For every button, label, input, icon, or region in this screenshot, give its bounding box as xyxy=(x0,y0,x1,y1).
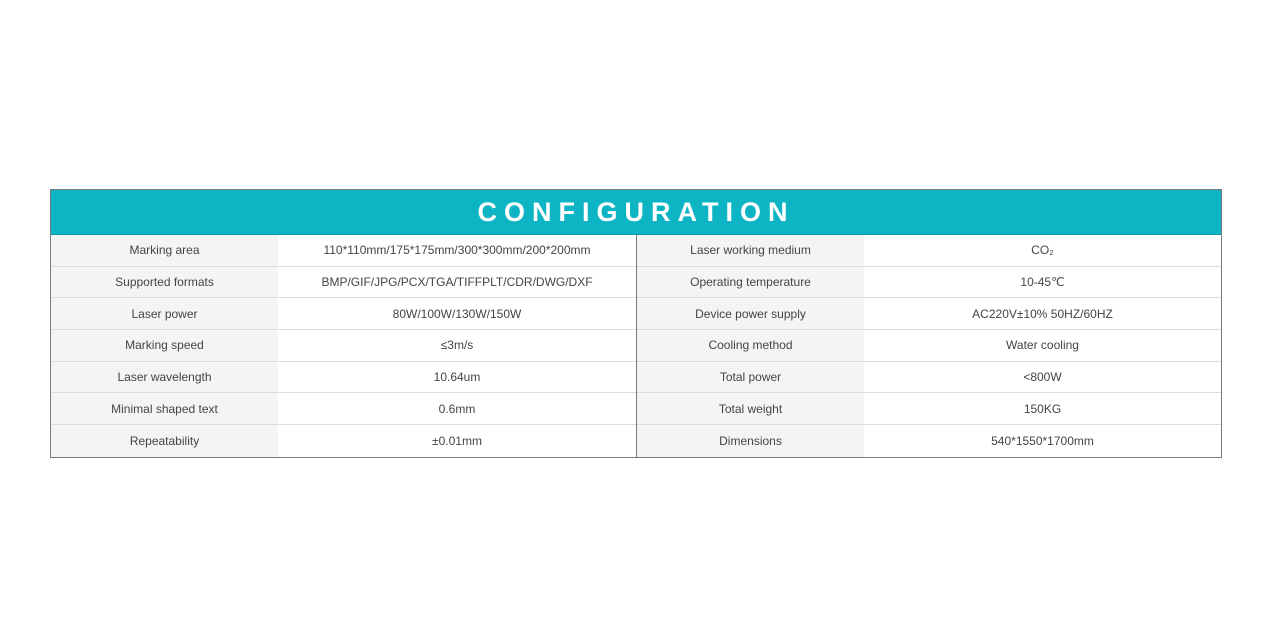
row-value: CO₂ xyxy=(864,235,1221,266)
row-value: 540*1550*1700mm xyxy=(864,425,1221,457)
row-label: Total power xyxy=(637,362,864,393)
row-value: <800W xyxy=(864,362,1221,393)
row-label: Device power supply xyxy=(637,298,864,329)
row-label: Laser wavelength xyxy=(51,362,278,393)
table-row xyxy=(637,330,1221,362)
row-label: Supported formats xyxy=(51,267,278,298)
table-row xyxy=(51,425,636,457)
table-row xyxy=(637,267,1221,299)
row-value: 150KG xyxy=(864,393,1221,424)
table-row xyxy=(51,298,636,330)
table-body xyxy=(51,235,1221,457)
row-value: 10-45℃ xyxy=(864,267,1221,298)
row-label: Total weight xyxy=(637,393,864,424)
table-row xyxy=(637,393,1221,425)
row-value: 110*110mm/175*175mm/300*300mm/200*200mm xyxy=(278,235,636,266)
row-value: 80W/100W/130W/150W xyxy=(278,298,636,329)
row-value: ±0.01mm xyxy=(278,425,636,457)
table-row xyxy=(637,425,1221,457)
row-label: Marking area xyxy=(51,235,278,266)
left-column xyxy=(51,235,637,457)
row-value: AC220V±10% 50HZ/60HZ xyxy=(864,298,1221,329)
row-label: Cooling method xyxy=(637,330,864,361)
right-column xyxy=(637,235,1221,457)
table-row xyxy=(51,235,636,267)
row-label: Minimal shaped text xyxy=(51,393,278,424)
row-label: Laser power xyxy=(51,298,278,329)
table-row xyxy=(51,330,636,362)
table-title: CONFIGURATION xyxy=(51,190,1221,235)
table-row xyxy=(637,362,1221,394)
table-row xyxy=(637,298,1221,330)
row-value: 0.6mm xyxy=(278,393,636,424)
row-label: Repeatability xyxy=(51,425,278,457)
table-row xyxy=(51,393,636,425)
row-value: BMP/GIF/JPG/PCX/TGA/TIFFPLT/CDR/DWG/DXF xyxy=(278,267,636,298)
table-row xyxy=(51,267,636,299)
row-value: 10.64um xyxy=(278,362,636,393)
table-row xyxy=(51,362,636,394)
row-value: Water cooling xyxy=(864,330,1221,361)
table-row xyxy=(637,235,1221,267)
row-value: ≤3m/s xyxy=(278,330,636,361)
configuration-table xyxy=(50,189,1222,458)
row-label: Laser working medium xyxy=(637,235,864,266)
row-label: Marking speed xyxy=(51,330,278,361)
row-label: Operating temperature xyxy=(637,267,864,298)
row-label: Dimensions xyxy=(637,425,864,457)
